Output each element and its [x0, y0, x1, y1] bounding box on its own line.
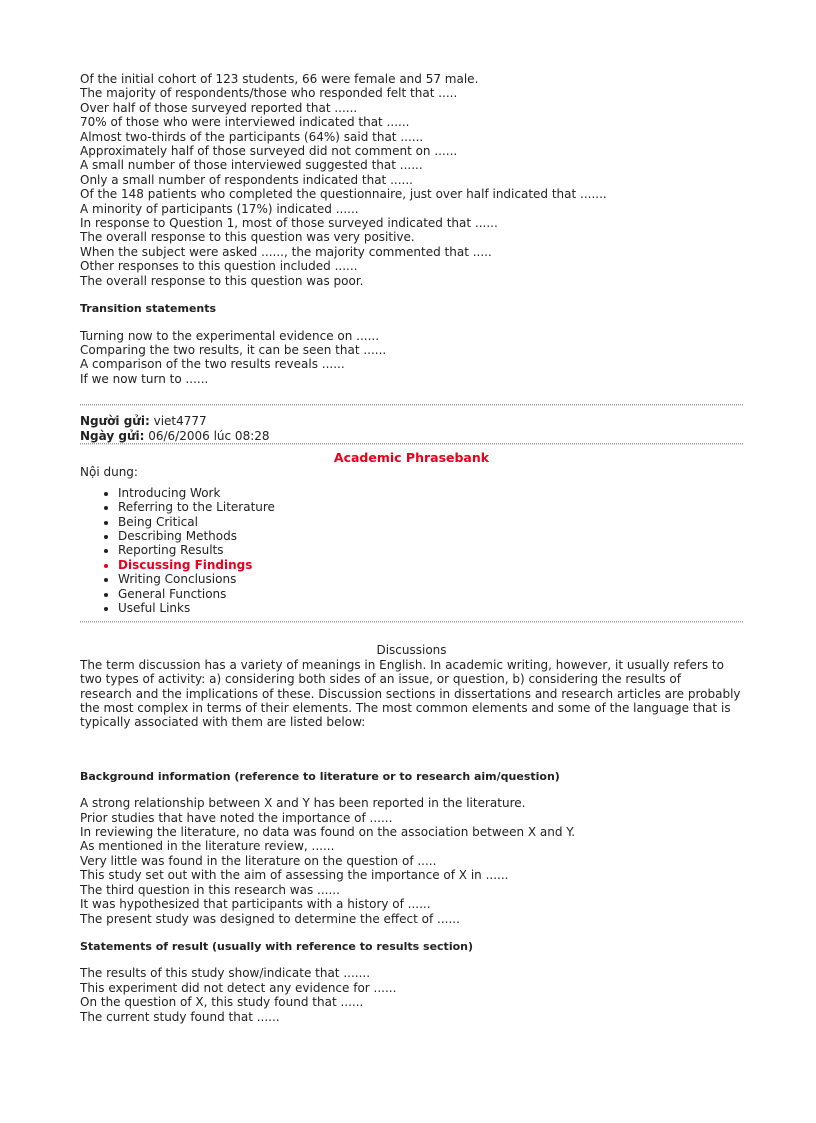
results-line: The overall response to this question was very positive. — [80, 230, 415, 245]
sender-row — [80, 414, 743, 428]
results-line: 70% of those who were interviewed indicated that ...... — [80, 115, 410, 130]
discussions-paragraph — [80, 658, 755, 730]
results-line: Only a small number of respondents indicated that ...... — [80, 172, 413, 187]
results-line: The majority of respondents/those who responded felt that ..... — [80, 86, 458, 101]
statements-line: The current study found that ...... — [80, 1009, 280, 1024]
paragraph-line: The term discussion has a variety of meanings in English. In academic writing, however, it usually refers to — [80, 657, 724, 672]
transition-line: Comparing the two results, it can be seen that ...... — [80, 342, 387, 357]
background-line: Prior studies that have noted the importance of ...... — [80, 810, 393, 825]
background-line: The third question in this research was ...... — [80, 882, 340, 897]
statements-heading: Statements of result (usually with reference to results section) — [80, 939, 474, 953]
background-heading: Background information (reference to literature or to research aim/question) — [80, 769, 560, 783]
results-line: Almost two-thirds of the participants (64%) said that ...... — [80, 129, 424, 144]
transition-line: A comparison of the two results reveals ...... — [80, 357, 345, 372]
results-line: Approximately half of those surveyed did not comment on ...... — [80, 144, 458, 159]
toc-item-being-critical[interactable]: • Being Critical — [118, 515, 743, 529]
background-line: Very little was found in the literature on the question of ..... — [80, 853, 437, 868]
background-line: The present study was designed to determine the effect of ...... — [80, 911, 460, 926]
toc-item-useful-links[interactable]: • Useful Links — [118, 601, 743, 615]
transition-line: If we now turn to ...... — [80, 371, 209, 386]
toc-item-discussing-findings[interactable]: • Discussing Findings — [118, 558, 743, 572]
paragraph-line: typically associated with them are listed below: — [80, 715, 366, 730]
background-phrases — [80, 796, 743, 926]
transition-phrases — [80, 329, 743, 387]
toc-item-general-functions[interactable]: • General Functions — [118, 587, 743, 601]
results-line: A minority of participants (17%) indicated ...... — [80, 201, 359, 216]
background-line: This study set out with the aim of assessing the importance of X in ...... — [80, 868, 509, 883]
results-line: Of the 148 patients who completed the questionnaire, just over half indicated that ....... — [80, 187, 607, 202]
date-row — [80, 429, 743, 443]
results-line: When the subject were asked ......, the majority commented that ..... — [80, 244, 492, 259]
results-line: Over half of those surveyed reported that ...... — [80, 100, 358, 115]
paragraph-line: the most complex in terms of their elements. The most common elements and some of the language that is — [80, 701, 731, 716]
transition-heading: Transition statements — [80, 302, 217, 316]
results-phrases — [80, 72, 743, 288]
statements-line: This experiment did not detect any evidence for ...... — [80, 980, 397, 995]
sender-label: Người gửi: — [80, 414, 150, 429]
contents-label: Nội dung: — [80, 465, 138, 480]
results-line: The overall response to this question was poor. — [80, 273, 364, 288]
discussions-title: Discussions — [376, 643, 447, 658]
toc-item-describing-methods[interactable]: • Describing Methods — [118, 529, 743, 543]
transition-line: Turning now to the experimental evidence on ...... — [80, 328, 380, 343]
date-label: Ngày gửi: — [80, 428, 145, 443]
results-line: Other responses to this question included ...... — [80, 259, 358, 274]
toc-item-introducing-work[interactable]: • Introducing Work — [118, 486, 743, 500]
sender-value: viet4777 — [153, 414, 207, 429]
toc-item-writing-conclusions[interactable]: • Writing Conclusions — [118, 572, 743, 586]
paragraph-line: research and the implications of these. Discussion sections in dissertations and research articles are probably — [80, 686, 741, 701]
toc-item-reporting-results[interactable]: • Reporting Results — [118, 543, 743, 557]
results-line: A small number of those interviewed suggested that ...... — [80, 158, 423, 173]
date-value: 06/6/2006 lúc 08:28 — [148, 428, 270, 443]
toc-item-referring-literature[interactable]: • Referring to the Literature — [118, 500, 743, 514]
statements-line: The results of this study show/indicate that ....... — [80, 966, 371, 981]
phrasebank-title: Academic Phrasebank — [333, 449, 490, 465]
background-line: In reviewing the literature, no data was found on the association between X and Y. — [80, 825, 576, 840]
paragraph-line: two types of activity: a) considering both sides of an issue, or question, b) considering the results of — [80, 672, 681, 687]
background-line: It was hypothesized that participants with a history of ...... — [80, 897, 431, 912]
results-line: Of the initial cohort of 123 students, 66 were female and 57 male. — [80, 72, 479, 86]
results-line: In response to Question 1, most of those surveyed indicated that ...... — [80, 216, 498, 231]
statements-phrases — [80, 966, 743, 1024]
background-line: As mentioned in the literature review, ...... — [80, 839, 335, 854]
background-line: A strong relationship between X and Y has been reported in the literature. — [80, 796, 526, 811]
contents-list — [80, 486, 743, 616]
statements-line: On the question of X, this study found that ...... — [80, 995, 364, 1010]
document-page — [80, 72, 743, 1024]
